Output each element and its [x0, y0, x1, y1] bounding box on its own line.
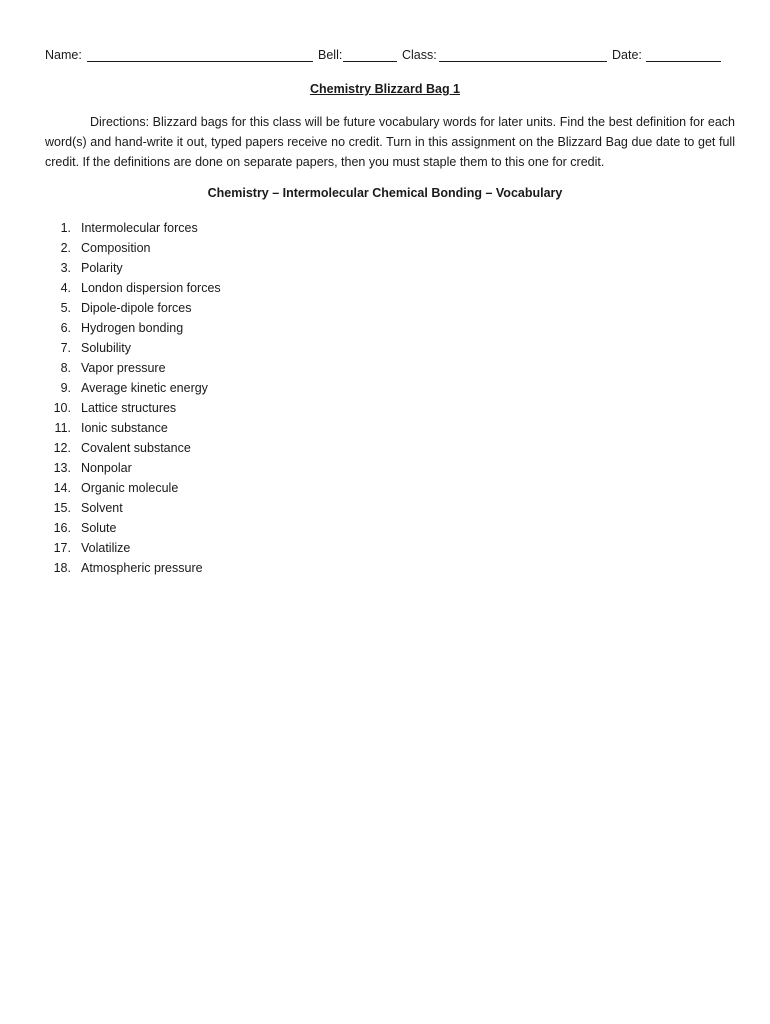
list-item: [45, 498, 221, 518]
item-term: London dispersion forces: [81, 281, 221, 295]
list-item: [45, 558, 221, 578]
item-term: Covalent substance: [81, 441, 191, 455]
item-number: 2.: [60, 241, 71, 255]
list-item: [45, 338, 221, 358]
item-term: Dipole-dipole forces: [81, 301, 192, 315]
item-number: 13.: [53, 461, 71, 475]
list-item: [45, 518, 221, 538]
item-number: 16.: [53, 521, 71, 535]
list-item: [45, 278, 221, 298]
item-number: 1.: [60, 221, 71, 235]
item-term: Vapor pressure: [81, 361, 166, 375]
list-item: [45, 418, 221, 438]
name-label: Name:: [45, 48, 82, 62]
item-number: 14.: [53, 481, 71, 495]
item-number: 12.: [53, 441, 71, 455]
item-number: 8.: [60, 361, 71, 375]
list-item: [45, 258, 221, 278]
item-number: 4.: [60, 281, 71, 295]
item-term: Lattice structures: [81, 401, 177, 415]
header-fields: [45, 48, 725, 64]
list-item: [45, 538, 221, 558]
class-label: Class:: [402, 48, 437, 62]
item-number: 5.: [60, 301, 71, 315]
list-item: [45, 378, 221, 398]
item-term: Nonpolar: [81, 461, 132, 475]
list-item: [45, 478, 221, 498]
item-number: 15.: [53, 501, 71, 515]
item-term: Solute: [81, 521, 117, 535]
item-term: Polarity: [81, 261, 123, 275]
item-term: Ionic substance: [81, 421, 168, 435]
list-item: [45, 438, 221, 458]
bell-label: Bell:: [318, 48, 343, 62]
directions-paragraph: Directions: Blizzard bags for this class will be future vocabulary words for later units. Find the best definition for each word(s) and hand-write it out, typed papers receive no credit. Turn in this assignment on the Blizzard Bag due date to get full credit. If the definitions are done on separate papers, then you must staple them to this one for credit.: [45, 115, 735, 169]
item-number: 6.: [60, 321, 71, 335]
list-item: [45, 298, 221, 318]
item-number: 9.: [60, 381, 71, 395]
item-term: Atmospheric pressure: [81, 561, 203, 575]
bell-blank: [343, 61, 397, 62]
item-number: 11.: [54, 421, 71, 435]
list-item: [45, 238, 221, 258]
item-number: 3.: [60, 261, 71, 275]
item-term: Composition: [81, 241, 151, 255]
class-blank: [439, 61, 607, 62]
item-term: Solubility: [81, 341, 132, 355]
list-item: [45, 218, 221, 238]
item-number: 18.: [53, 561, 71, 575]
item-number: 17.: [53, 541, 71, 555]
list-item: [45, 458, 221, 478]
item-term: Intermolecular forces: [81, 221, 198, 235]
list-item: [45, 358, 221, 378]
date-label: Date:: [612, 48, 642, 62]
list-item: [45, 398, 221, 418]
item-number: 10.: [53, 401, 71, 415]
vocabulary-list: [45, 218, 221, 578]
name-blank: [87, 61, 313, 62]
list-item: [45, 318, 221, 338]
page-title: Chemistry Blizzard Bag 1: [309, 82, 461, 96]
item-number: 7.: [60, 341, 71, 355]
item-term: Average kinetic energy: [81, 381, 208, 395]
item-term: Solvent: [81, 501, 123, 515]
item-term: Organic molecule: [81, 481, 179, 495]
date-blank: [646, 61, 721, 62]
section-subtitle: Chemistry – Intermolecular Chemical Bonding – Vocabulary: [207, 186, 563, 200]
item-term: Hydrogen bonding: [81, 321, 184, 335]
item-term: Volatilize: [81, 541, 131, 555]
